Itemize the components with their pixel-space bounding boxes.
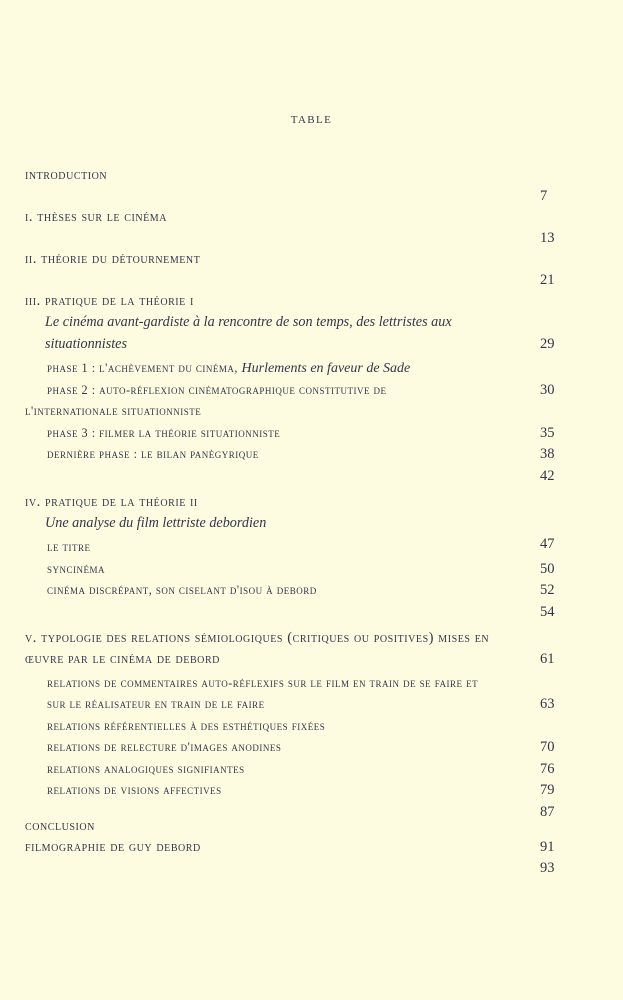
toc-entry-label: Une analyse du film lettriste debordien: [45, 514, 267, 531]
toc-entry-label: conclusion: [25, 817, 95, 834]
toc-entry-label: syncinéma: [47, 561, 106, 576]
toc-entry-page-number: 42: [540, 467, 555, 484]
toc-entry-list: [0, 165, 623, 876]
toc-entry-page-number: 47: [540, 536, 555, 552]
toc-entry-label: phase 3 : filmer la théorie situationniste: [47, 425, 281, 440]
toc-entry-label: [47, 358, 503, 380]
toc-entry-page-number: 21: [540, 272, 555, 288]
toc-entry-introduction[interactable]: [0, 165, 623, 204]
toc-entry-label: phase 2 : auto-réflexion cinématographique constitutive de: [47, 382, 387, 397]
toc-entry-page-number: 70: [540, 739, 555, 755]
toc-entry-label: iv. pratique de la théorie ii: [25, 493, 198, 510]
toc-entry-cinema-discrepant[interactable]: [0, 580, 623, 620]
toc-entry-filmographie[interactable]: [0, 837, 623, 876]
toc-entry-relations-visions[interactable]: [0, 780, 623, 820]
toc-entry-label: v. typologie des relations sémiologiques (critiques ou positives) mises en œuvre par le cinéma de debord: [25, 629, 490, 667]
toc-entry-label: filmographie de guy debord: [25, 838, 201, 855]
toc-entry-label: iii. pratique de la théorie i: [25, 293, 194, 309]
toc-entry-page-number: 13: [540, 230, 555, 246]
toc-entry-label: relations référentielles à des esthétiques fixées: [47, 718, 326, 733]
toc-entry-page-number: 76: [540, 760, 555, 777]
toc-entry-page-number: 30: [540, 381, 555, 398]
toc-entry-page-number: 38: [540, 446, 555, 462]
toc-entry-label: relations de relecture d'images anodines: [47, 740, 282, 754]
toc-entry-chapitre-3[interactable]: [0, 291, 623, 312]
toc-entry-label: l'internationale situationniste: [25, 404, 202, 418]
toc-entry-label: relations de visions affectives: [47, 783, 222, 797]
page-title: table: [290, 110, 333, 127]
toc-entry-label: le titre: [47, 540, 91, 554]
toc-entry-label: introduction: [25, 167, 108, 183]
toc-entry-label: ii. théorie du détournement: [25, 251, 201, 267]
toc-entry-label-text: phase 1 : l'achèvement du cinéma,: [47, 361, 242, 375]
toc-entry-page-number: 91: [540, 838, 555, 855]
toc-entry-label: dernière phase : le bilan panégyrique: [47, 447, 259, 461]
toc-entry-label: Le cinéma avant-gardiste à la rencontre de son temps, des lettristes aux situationnistes: [45, 314, 452, 352]
toc-entry-chapitre-5[interactable]: [0, 628, 623, 670]
toc-entry-page-number: 54: [540, 603, 555, 620]
toc-entry-derniere-phase[interactable]: [0, 444, 623, 484]
toc-entry-page-number: 50: [540, 560, 555, 577]
toc-entry-page-number: 7: [540, 188, 548, 204]
toc-entry-page-number: 35: [540, 424, 555, 441]
toc-entry-label: relations de commentaires auto-réflexifs sur le film en train de se faire et sur le réalisateur en train de le faire: [47, 675, 479, 711]
toc-entry-chapitre-2[interactable]: [0, 249, 623, 288]
toc-entry-page-number: 87: [540, 803, 555, 820]
toc-entry-relations-commentaires[interactable]: [0, 673, 623, 716]
toc-entry-label-film-title: Hurlements en faveur de Sade: [241, 361, 411, 376]
toc-entry-page-number: 93: [540, 859, 555, 876]
toc-entry-page-number: 63: [540, 696, 555, 712]
toc-entry-page-number: 29: [540, 335, 555, 352]
toc-entry-label: cinéma discrépant, son ciselant d'isou à debord: [47, 583, 317, 597]
toc-entry-label: relations analogiques signifiantes: [47, 761, 245, 776]
toc-entry-chapitre-3-subtitle[interactable]: [0, 312, 623, 355]
toc-entry-chapitre-1[interactable]: [0, 207, 623, 246]
toc-entry-phase-2[interactable]: [0, 380, 623, 402]
toc-entry-page-number: 79: [540, 782, 555, 798]
toc-entry-chapitre-4[interactable]: [0, 492, 623, 513]
toc-entry-page-number: 52: [540, 582, 555, 598]
toc-entry-label: i. thèses sur le cinéma: [25, 209, 168, 225]
toc-entry-page-number: 61: [540, 650, 555, 667]
